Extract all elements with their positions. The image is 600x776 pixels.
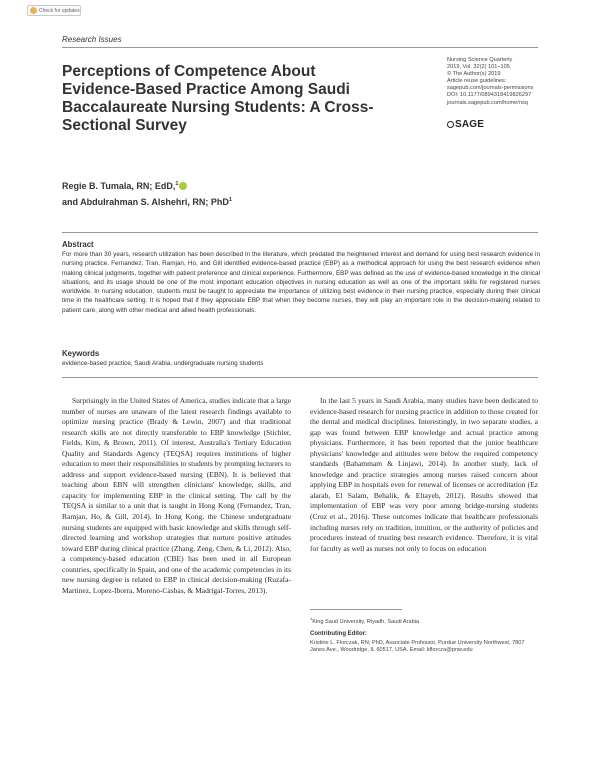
affiliation-text: King Saud University, Riyadh, Saudi Arabia [312,618,420,625]
permissions-link[interactable]: sagepub.com/journals-permissions [447,85,534,92]
footnote-divider [310,609,402,610]
update-icon [30,7,37,14]
affiliation-mark: 1 [310,616,313,621]
header-divider [62,47,538,48]
journal-home-link[interactable]: journals.sagepub.com/home/nsq [447,99,528,106]
copyright: © The Author(s) 2019 [447,71,501,78]
abstract-body: For more than 30 years, research utilization has been described in the literature, which predated the heightened interest and demand for using best research evidence in nursing practice. Fernandez, Tran, Ramjan, Ho, and Gill identified evidence-based practice (EBP) as a methodical approach for using the best research evidence when making clinical judgments, together with patient preference and clinical experience. Furthermore, EBP was defined as the use of evidence-based knowledge in the clinical situations, and its usage should be one of the most important education objectives in nursing education as well as one of the important skills for registered nurses worldwide. In nursing education, students must be taught to appreciate the importance of utilizing best evidence in their nursing practice, especially during their clinical time in the healthcare setting. It is hoped that if they appreciate EBP that when they become nurses, they will play an important role in the decision-making related to patient care, along with other medical and allied health professionals. [62,251,540,314]
author-2-affiliation-mark: 1 [228,196,232,203]
article-title: Perceptions of Competence About Evidence-Based Practice Among Saudi Baccalaureate Nursing Students: A Cross-Sectional Survey [62,63,374,134]
abstract-heading: Abstract [62,240,94,249]
journal-volume: 2019, Vol. 32(2) 101–105 [447,64,510,71]
author-1: Regie B. Tumala, RN; EdD, [62,181,176,191]
contributing-editor-heading: Contributing Editor: [310,631,367,637]
journal-name: Nursing Science Quarterly [447,57,513,63]
author-2: and Abdulrahman S. Alshehri, RN; PhD [62,196,229,207]
sage-icon [447,121,454,128]
publisher-logo [447,119,484,130]
doi-link[interactable]: DOI: 10.1177/0894318419826297 [447,92,532,99]
keywords-body: evidence-based practice, Saudi Arabia, undergraduate nursing students [62,360,264,367]
affiliation-note [310,616,419,625]
contributing-editor-body: Kristine L. Florczak, RN; PhD, Associate Professor, Purdue University Northwest, 7807 Janes Ave., Woodridge, IL 60517, USA. Email: kflorcza@pnw.edu [310,640,525,654]
abstract-divider [62,232,538,233]
section-label: Research Issues [62,35,122,44]
author-list [62,178,232,209]
reuse-guidelines-label: Article reuse guidelines: [447,78,507,85]
badge-label: Check for updates [39,7,80,14]
orcid-icon[interactable] [179,182,187,190]
check-for-updates-badge[interactable] [27,5,81,16]
body-column-left: Surprisingly in the United States of America, studies indicate that a large number of nurses are unaware of the latest research findings available to optimize nursing practice (Brady & Lewin, 2007) and that traditional research skills are not directly transferable to EBP knowledge (Stichler, Fields, Kim, & Brown, 2011). Of interest, Australia's Tertiary Education Quality and Standards Agency (TEQSA) requires institutions of higher education to meet their responsibilities to students by prompting lecturers to address and support evidence-based nursing (EBN). It is believed that teaching about EBN will strengthen clinicians' knowledge, skills, and capacity for implementing EBP in the clinical setting. The call by the TEQSA is similar to a unit that is taught in Hong Kong (Fernandez, Tran, Ramjan, Ho, & Gill, 2014). In Hong Kong, the Chinese undergraduate nursing students are equipped with basic knowledge and skills through self-directed learning and workshop strategies that nurture positive attitudes toward EBP during clinical practice (Zhang, Zeng, Chen, & Li, 2012). Also, a competency-based education (CBE) has been used in all European countries, specifically in Spain, and one of the academic competencies in its new nursing degree is related to EBP in clinical decision-making (Ruzafa-Martinez, Lopez-Iborra, Moreno-Casbas, & Madrigal-Torres, 2013). [62,396,291,595]
keywords-heading: Keywords [62,349,100,358]
journal-metadata [447,57,567,107]
keywords-divider [62,377,538,378]
body-column-right: In the last 5 years in Saudi Arabia, many studies have been dedicated to evidence-based research for nursing practice in addition to those created for the dental and medical disciplines. Interestingly, in two separate studies, a gap was found between EBP knowledge and actual practice among physicians. Furthermore, it has been reported that the junior healthcare physicians' knowledge and attitudes were below the required competency standards (Bahammam & Linjawi, 2014). In another study, lack of knowledge and practice strategies among nurses raised concern about applying EBP in hospitals even for renewal of licenses or accreditation (Ez alarab, El Salam, Behalik, & Eltayeb, 2012). Results showed that implementation of EBP was very poor among bridge-nursing students (Cruz et al., 2016). These outcomes indicate that healthcare professionals including nurses rely on tradition, intuition, or the authority of policies and procedures instead of trusting best research evidence. Therefore, it is vital for faculty as well as nurses not only to focus on education [310,396,538,553]
author-1-affiliation-mark: 1 [175,181,179,187]
publisher-name: SAGE [455,119,485,130]
